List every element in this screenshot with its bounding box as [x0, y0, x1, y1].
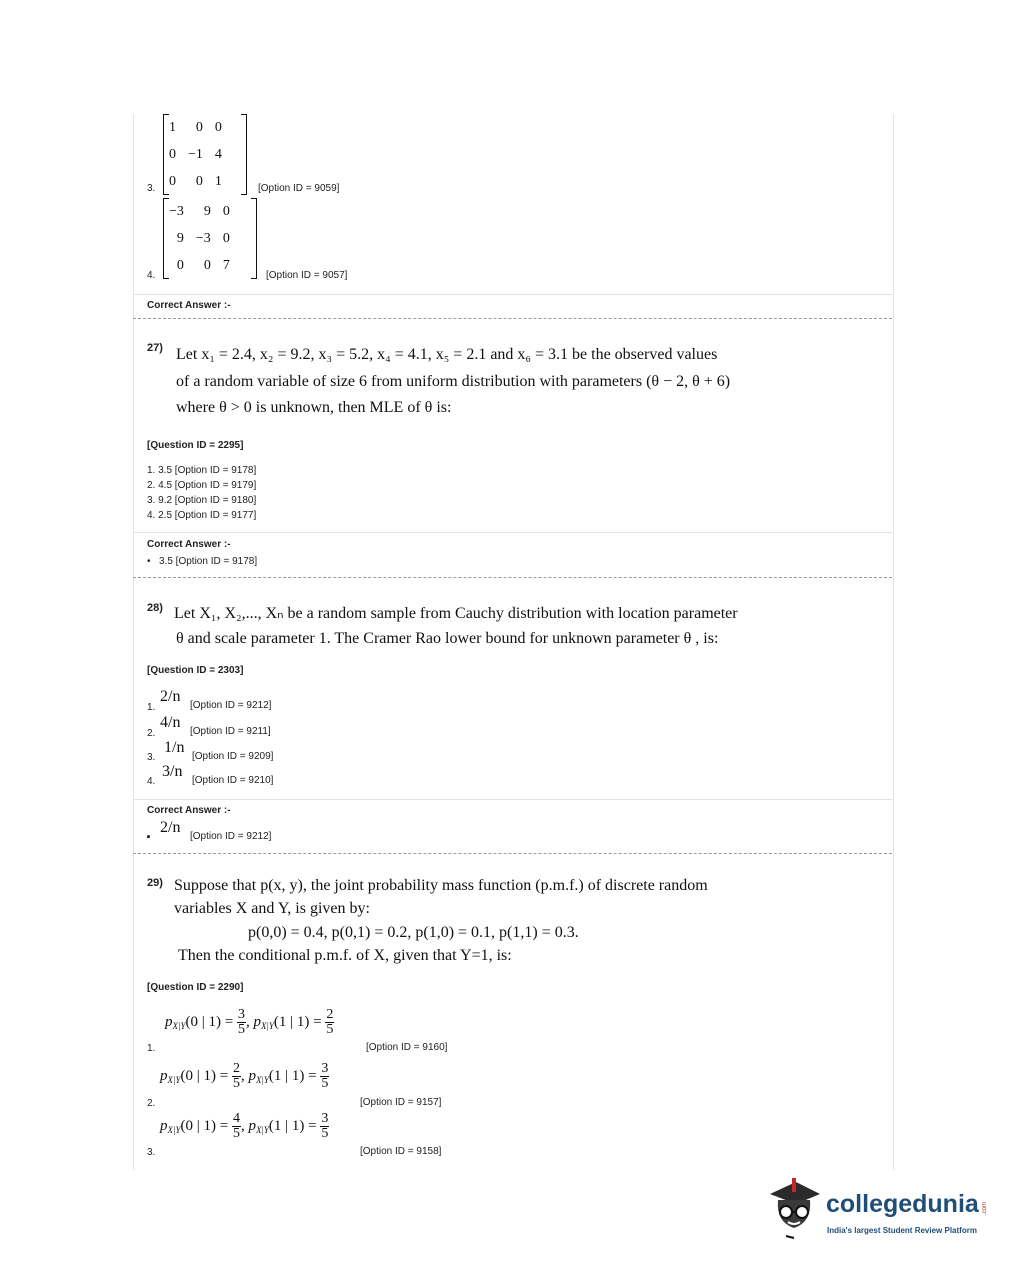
option-4-id: [Option ID = 9057]: [266, 270, 348, 281]
option-id: [Option ID = 9160]: [366, 1042, 448, 1053]
option-3-number: 3.: [147, 183, 156, 194]
option-value: 3/n: [162, 763, 183, 780]
option-formula: $p_{X|Y}(0$ | 1) = $\frac{4}{5}$ , $p_{X|Y}(1$ | 1) = $\frac{3}{5}$: [160, 1111, 329, 1141]
correct-answer-label: Correct Answer :-: [147, 539, 231, 550]
matrix-row: [163, 198, 236, 225]
question-text-line: p(0,0) = 0.4, p(0,1) = 0.2, p(1,0) = 0.1, p(1,1) = 0.3.: [248, 924, 579, 941]
matrix-cell: 0: [169, 146, 176, 162]
question-text-line: Suppose that p(x, y), the joint probability mass function (p.m.f.) of discrete random: [174, 877, 708, 894]
option-id: [Option ID = 9212]: [190, 700, 272, 711]
option-value: 1/n: [164, 739, 185, 756]
matrix-row: [163, 225, 236, 252]
matrix-cell: 0: [203, 257, 211, 273]
correct-answer-bullet: •: [147, 556, 151, 567]
question-id: [Question ID = 2303]: [147, 665, 244, 676]
option-id: [Option ID = 9210]: [192, 775, 274, 786]
matrix-row: [163, 141, 228, 168]
matrix-cell: 0: [169, 173, 176, 189]
option-3-id: [Option ID = 9059]: [258, 183, 340, 194]
matrix-cell: 0: [222, 230, 230, 246]
question-text-line: θ and scale parameter 1. The Cramer Rao lower bound for unknown parameter θ , is:: [176, 630, 719, 647]
option-number: 4.: [147, 776, 156, 787]
option-number: 1.: [147, 1043, 156, 1054]
question-text-line: variables X and Y, is given by:: [174, 900, 370, 917]
question-number: 28): [147, 602, 163, 614]
option-formula: $p_{X|Y}(0$ | 1) = $\frac{2}{5}$ , $p_{X|Y}(1$ | 1) = $\frac{3}{5}$: [160, 1061, 329, 1091]
question-number: 29): [147, 877, 163, 889]
logo-tagline: India's largest Student Review Platform: [827, 1226, 977, 1235]
matrix-cell: 4: [214, 146, 222, 162]
option-number: 2.: [147, 1098, 156, 1109]
correct-answer-bullet: .: [146, 822, 152, 842]
matrix-cell: 0: [195, 173, 203, 189]
collegedunia-logo: [766, 1176, 996, 1246]
question-text-line: Let x₁ = 2.4, x₂ = 9.2, x₃ = 5.2, x₄ = 4.1, x₅ = 2.1 and x₆ = 3.1 be the observed values: [176, 346, 718, 363]
matrix-cell: 0: [222, 203, 230, 219]
matrix-row: [163, 114, 228, 141]
option-item: 3. 9.2 [Option ID = 9180]: [147, 495, 257, 506]
option-formula: $p_{X|Y}(0$ | 1) = $\frac{3}{5}$ , $p_{X|Y}(1$ | 1) = $\frac{2}{5}$: [165, 1007, 334, 1037]
correct-answer-id: [Option ID = 9212]: [190, 831, 272, 842]
question-number: 27): [147, 342, 163, 354]
option-id: [Option ID = 9157]: [360, 1097, 442, 1108]
option-number: 1.: [147, 702, 156, 713]
option-number: 3.: [147, 1147, 156, 1158]
option-item: 2. 4.5 [Option ID = 9179]: [147, 480, 257, 491]
matrix-cell: −3: [169, 203, 184, 219]
correct-answer-value: 2/n: [160, 819, 181, 836]
correct-answer-label: Correct Answer :-: [147, 805, 231, 816]
question-text-line: Then the conditional p.m.f. of X, given that Y=1, is:: [178, 947, 512, 964]
question-text-line: where θ > 0 is unknown, then MLE of θ is:: [176, 399, 452, 416]
matrix-cell: −3: [195, 230, 211, 246]
logo-suffix: .com: [982, 1202, 988, 1216]
correct-answer-value: 3.5 [Option ID = 9178]: [159, 556, 258, 567]
option-value: 2/n: [160, 688, 181, 705]
question-id: [Question ID = 2290]: [147, 982, 244, 993]
matrix-cell: 0: [214, 119, 222, 135]
option-item: 4. 2.5 [Option ID = 9177]: [147, 510, 257, 521]
logo-wordmark: collegedunia: [826, 1190, 979, 1218]
matrix-row: [163, 168, 228, 195]
matrix-row: [163, 252, 236, 279]
option-number: 2.: [147, 728, 156, 739]
matrix-cell: 9: [203, 203, 211, 219]
option-id: [Option ID = 9209]: [192, 751, 274, 762]
question-text-line: Let X₁, X₂,..., Xₙ be a random sample from Cauchy distribution with location parameter: [174, 605, 738, 622]
option-number: 3.: [147, 752, 156, 763]
correct-answer-label: Correct Answer :-: [147, 300, 231, 311]
matrix-cell: 1: [214, 173, 222, 189]
question-text-line: of a random variable of size 6 from uniform distribution with parameters (θ − 2, θ + 6): [176, 373, 731, 390]
matrix-cell: 7: [222, 257, 230, 273]
matrix-cell: 9: [176, 230, 184, 246]
matrix-cell: −1: [188, 146, 203, 162]
option-id: [Option ID = 9211]: [190, 726, 271, 737]
matrix-cell: 0: [176, 257, 184, 273]
mascot-icon: [766, 1176, 824, 1242]
option-3-matrix: [163, 114, 247, 195]
option-id: [Option ID = 9158]: [360, 1146, 442, 1157]
matrix-cell: 0: [195, 119, 203, 135]
question-id: [Question ID = 2295]: [147, 440, 244, 451]
option-item: 1. 3.5 [Option ID = 9178]: [147, 465, 257, 476]
option-value: 4/n: [160, 714, 181, 731]
option-4-number: 4.: [147, 270, 156, 281]
option-4-matrix: [163, 198, 257, 279]
matrix-cell: 1: [169, 119, 176, 135]
